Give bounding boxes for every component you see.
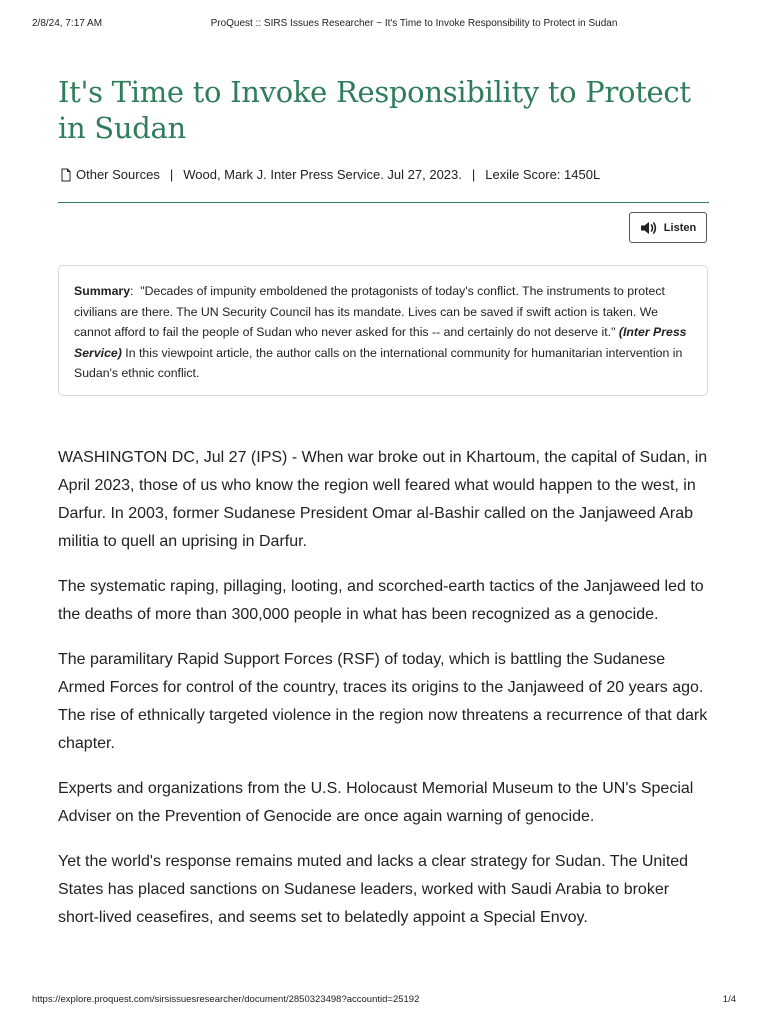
- summary-quote: "Decades of impunity emboldened the protagonists of today's conflict. The instruments to protect civilians are there. The UN Security Council has its mandate. Lives can be saved if swift action is taken. We cannot afford to fail the people of Sudan who never asked for this -- and certainly do not deserve it.": [74, 284, 665, 339]
- print-datetime: 2/8/24, 7:17 AM: [32, 18, 103, 29]
- listen-button[interactable]: [629, 212, 707, 243]
- body-paragraph: Experts and organizations from the U.S. Holocaust Memorial Museum to the UN's Special Adviser on the Prevention of Genocide are once again warning of genocide.: [58, 780, 694, 825]
- title-divider: [58, 202, 709, 203]
- lexile-score: Lexile Score: 1450L: [485, 167, 601, 182]
- page-number: 1/4: [722, 994, 736, 1005]
- article-title: It's Time to Invoke Responsibility to Protect in Sudan: [58, 75, 691, 145]
- source-type-link[interactable]: Other Sources: [76, 167, 160, 182]
- listen-label: Listen: [663, 221, 697, 234]
- meta-separator: |: [471, 167, 476, 182]
- article-body: [58, 444, 713, 949]
- body-paragraph: Yet the world's response remains muted and lacks a clear strategy for Sudan. The United States has placed sanctions on Sudanese leaders, worked with Saudi Arabia to broker short-lived ceasefires, and seems set to belatedly appoint a Special Envoy.: [58, 853, 689, 926]
- summary-source: (Inter Press Service): [74, 325, 687, 360]
- article-meta: [60, 167, 600, 182]
- citation: Wood, Mark J. Inter Press Service. Jul 27, 2023.: [183, 167, 462, 182]
- print-page-title: ProQuest :: SIRS Issues Researcher ~ It's Time to Invoke Responsibility to Protect in Sudan: [210, 18, 618, 29]
- meta-separator: |: [169, 167, 174, 182]
- document-url: https://explore.proquest.com/sirsissuesresearcher/document/2850323498?accountid=25192: [32, 994, 420, 1005]
- summary-description: In this viewpoint article, the author calls on the international community for humanitarian intervention in Sudan's ethnic conflict.: [74, 345, 683, 380]
- body-paragraph: WASHINGTON DC, Jul 27 (IPS) - When war broke out in Khartoum, the capital of Sudan, in April 2023, those of us who know the region well feared what would happen to the west, in Darfur. In 2003, former Sudanese President Omar al-Bashir called on the Janjaweed Arab militia to quell an uprising in Darfur.: [58, 449, 708, 550]
- summary-box: Summary: "Decades of impunity emboldened the protagonists of today's conflict. The instruments to protect civilians are there. The UN Security Council has its mandate. Lives can be saved if swift action is taken. We cannot afford to fail the people of Sudan who never asked for this -- and certainly do not deserve it." (Inter Press Service) In this viewpoint article, the author calls on the international community for humanitarian intervention in Sudan's ethnic conflict.: [58, 265, 708, 396]
- summary-label: Summary: [74, 284, 131, 298]
- document-icon: [60, 168, 72, 182]
- body-paragraph: The paramilitary Rapid Support Forces (RSF) of today, which is battling the Sudanese Armed Forces for control of the country, traces its origins to the Janjaweed of 20 years ago. The rise of ethnically targeted violence in the region now threatens a recurrence of that dark chapter.: [58, 651, 708, 752]
- body-paragraph: The systematic raping, pillaging, looting, and scorched-earth tactics of the Janjaweed led to the deaths of more than 300,000 people in what has been recognized as a genocide.: [58, 578, 704, 623]
- speaker-icon: [640, 220, 658, 236]
